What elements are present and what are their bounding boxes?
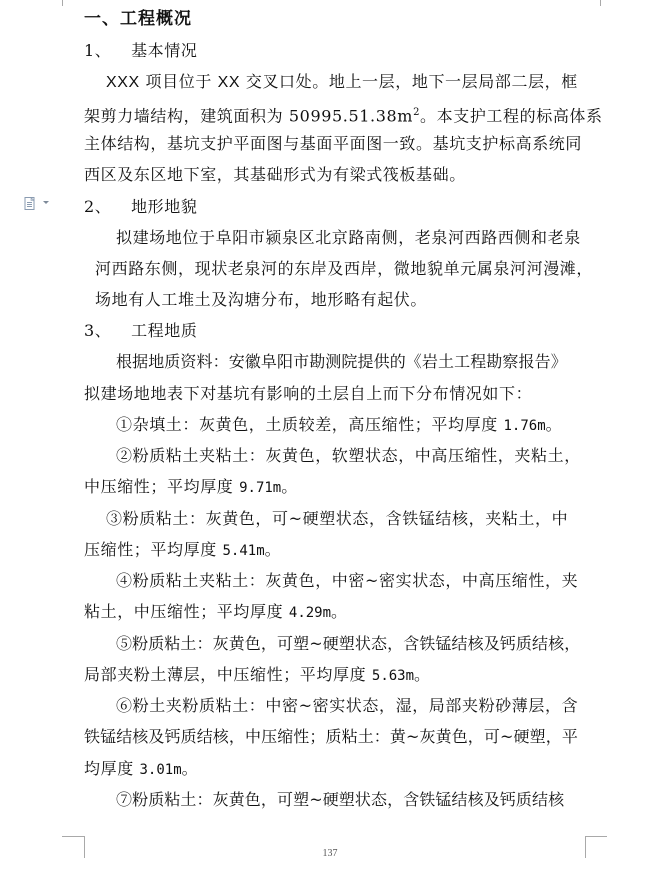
subheading-number: 1、	[84, 41, 112, 60]
layer-thickness: 4.29m	[288, 605, 332, 621]
soil-layer-1	[116, 415, 562, 436]
crop-mark	[585, 836, 607, 837]
section-title: 一、工程概况	[84, 9, 192, 29]
chevron-down-icon	[42, 200, 50, 206]
page-number: 137	[322, 848, 338, 859]
soil-layer-3-cont	[84, 540, 281, 561]
layer-text: 压缩性；平均厚度	[84, 540, 223, 559]
crop-mark	[600, 0, 601, 6]
soil-layer-5: ⑤粉质粘土：灰黄色，可塑~硬塑状态，含铁锰结核及钙质结核，	[116, 634, 581, 653]
paragraph-line: 主体结构，基坑支护平面图与基面平面图一致。基坑支护标高系统同	[84, 134, 583, 153]
subheading-title: 工程地质	[131, 321, 198, 340]
text-run: 。	[545, 415, 563, 434]
layer-thickness: 5.41m	[222, 543, 265, 559]
location-name: XX	[217, 74, 241, 91]
layer-text: 粘土，中压缩性；平均厚度	[84, 602, 289, 621]
paragraph-line: 拟建场地地表下对基坑有影响的土层自上而下分布情况如下：	[84, 384, 533, 403]
layer-thickness: 1.76m	[503, 418, 546, 434]
soil-layer-3: ③粉质粘土：灰黄色，可~硬塑状态，含铁锰结核，夹粘土，中	[106, 509, 569, 528]
soil-layer-2: ②粉质粘土夹粘土：灰黄色，软塑状态，中高压缩性，夹粘土，	[116, 446, 581, 465]
text-run: 项目位于	[139, 72, 218, 91]
subheading-title: 地形地貌	[131, 197, 198, 216]
text-run: 。本支护工程的标高体系	[420, 106, 603, 126]
text-run: 。	[181, 759, 199, 778]
subheading-basic-info	[84, 41, 197, 61]
layer-thickness: 9.71m	[239, 480, 282, 496]
paragraph-line: 场地有人工堆土及沟塘分布，地形略有起伏。	[95, 290, 428, 309]
superscript: 2	[413, 107, 421, 118]
soil-layer-4: ④粉质粘土夹粘土：灰黄色，中密~密实状态，中高压缩性，夹	[116, 571, 579, 590]
paragraph-line: 根据地质资料：安徽阜阳市勘测院提供的《岩土工程勘察报告》	[116, 352, 567, 371]
paragraph-line: 河西路东侧，现状老泉河的东岸及西岸，微地貌单元属泉河河漫滩，	[95, 259, 594, 278]
layer-thickness: 3.01m	[139, 762, 182, 778]
crop-mark	[62, 836, 84, 837]
layer-thickness: 5.63m	[371, 668, 415, 684]
soil-layer-6-cont: 铁锰结核及钙质结核，中压缩性；质粘土：黄~灰黄色，可~硬塑，平	[84, 727, 578, 746]
soil-layer-4-cont	[84, 602, 348, 623]
text-run: 。	[281, 477, 298, 496]
paragraph-line	[106, 72, 578, 93]
building-area-value: 50995.51.38m	[288, 106, 414, 126]
crop-mark	[62, 0, 63, 6]
text-run: 架剪力墙结构，建筑面积为	[84, 106, 289, 126]
subheading-number: 2、	[84, 197, 112, 216]
subheading-number: 3、	[84, 321, 112, 340]
paragraph-line: 拟建场地位于阜阳市颍泉区北京路南侧，老泉河西路西侧和老泉	[116, 228, 581, 247]
subheading-terrain	[84, 197, 197, 217]
soil-layer-6: ⑥粉土夹粉质粘土：中密~密实状态，湿，局部夹粉砂薄层，含	[116, 696, 579, 715]
paragraph-line: 西区及东区地下室，其基础形式为有梁式筏板基础。	[84, 165, 466, 184]
soil-layer-2-cont	[84, 477, 298, 498]
paragraph-line	[84, 103, 603, 126]
project-name: XXX	[106, 74, 140, 91]
soil-layer-6-cont	[84, 759, 198, 780]
layer-text: ①杂填土：灰黄色，土质较差，高压缩性；平均厚度	[116, 415, 504, 434]
text-run: 。	[264, 540, 282, 559]
subheading-title: 基本情况	[131, 41, 198, 60]
layer-text: 均厚度	[84, 759, 140, 778]
text-run: 交叉口处。地上一层，地下一层局部二层，框	[240, 72, 578, 91]
soil-layer-7: ⑦粉质粘土：灰黄色，可塑~硬塑状态，含铁锰结核及钙质结核	[116, 790, 565, 809]
text-run: 。	[331, 602, 348, 621]
layer-text: 局部夹粉土薄层，中压缩性；平均厚度	[84, 665, 372, 684]
layer-text: 中压缩性；平均厚度	[84, 477, 240, 496]
soil-layer-5-cont	[84, 665, 431, 686]
text-run: 。	[414, 665, 431, 684]
paste-options[interactable]	[24, 196, 54, 210]
subheading-geology	[84, 321, 197, 341]
